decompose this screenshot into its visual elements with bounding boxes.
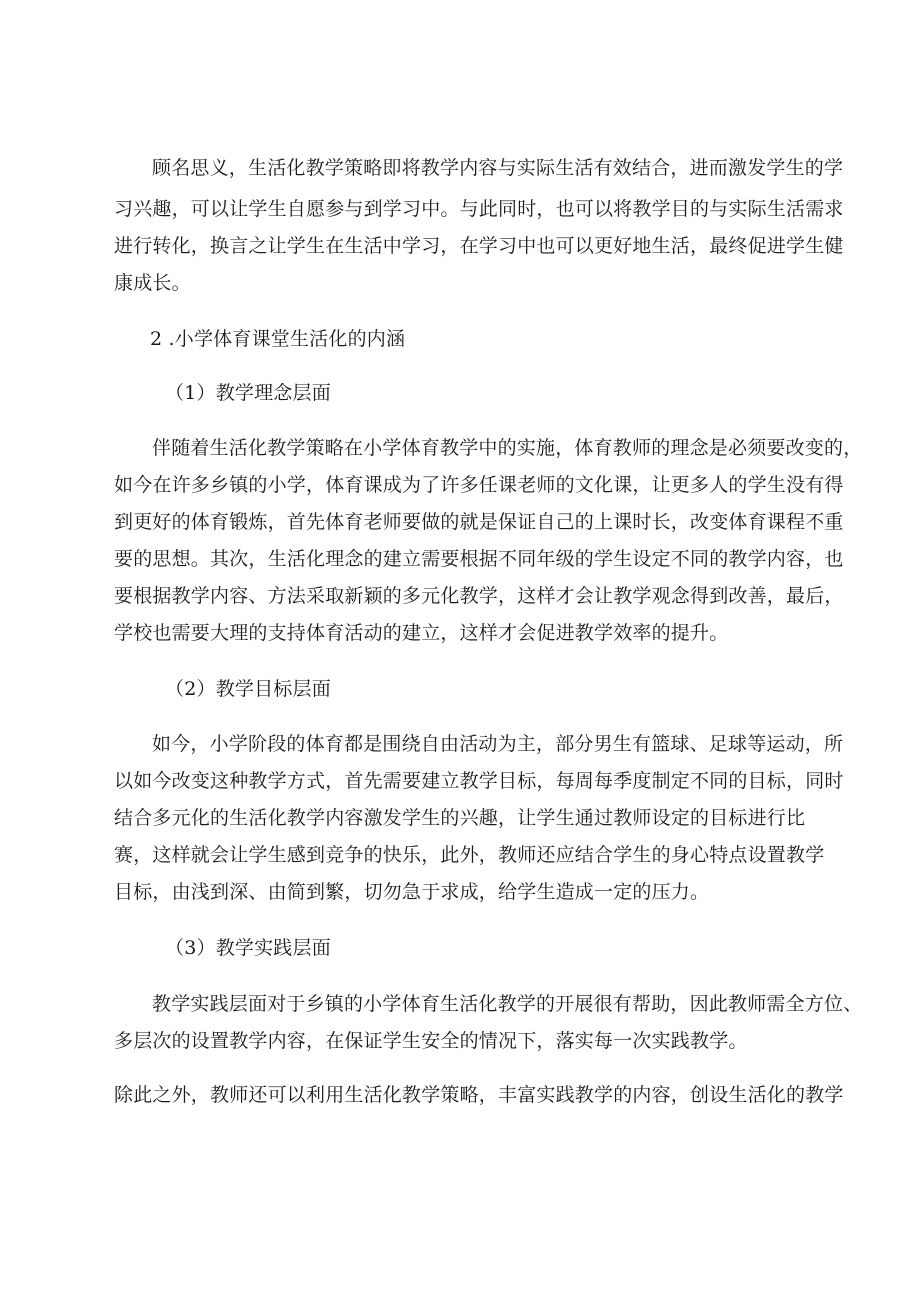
paragraph-line: 伴随着生活化教学策略在小学体育教学中的实施，体育教师的理念是必须要改变的，	[152, 437, 863, 459]
paragraph-line: 要根据教学内容、方法采取新颖的多元化教学，这样才会让教学观念得到改善，最后，	[114, 585, 844, 607]
paragraph-line: 多层次的设置教学内容，在保证学生安全的情况下，落实每一次实践教学。	[114, 1030, 748, 1052]
subsection-heading: （2）教学目标层面	[165, 678, 331, 700]
paragraph-line: 如今在许多乡镇的小学，体育课成为了许多任课老师的文化课，让更多人的学生没有得	[114, 474, 844, 496]
paragraph-line: 习兴趣，可以让学生自愿参与到学习中。与此同时，也可以将教学目的与实际生活需求	[114, 198, 844, 220]
paragraph-line: 如今，小学阶段的体育都是围绕自由活动为主，部分男生有篮球、足球等运动，所	[152, 733, 844, 755]
section-heading: 2 .小学体育课堂生活化的内涵	[150, 328, 406, 350]
paragraph-line: 学校也需要大理的支持体育活动的建立，这样才会促进教学效率的提升。	[114, 622, 729, 644]
paragraph-line: 目标，由浅到深、由简到繁，切勿急于求成，给学生造成一定的压力。	[114, 881, 710, 903]
paragraph-line: 赛，这样就会让学生感到竞争的快乐，此外，教师还应结合学生的身心特点设置教学	[114, 844, 825, 866]
subsection-heading: （1）教学理念层面	[165, 382, 331, 404]
paragraph-line: 顾名思义，生活化教学策略即将教学内容与实际生活有效结合，进而激发学生的学	[152, 157, 844, 179]
subsection-heading: （3）教学实践层面	[165, 937, 331, 959]
paragraph-line: 以如今改变这种教学方式，首先需要建立教学目标，每周每季度制定不同的目标，同时	[114, 770, 844, 792]
paragraph-line: 康成长。	[114, 272, 191, 294]
paragraph-line: 进行转化，换言之让学生在生活中学习，在学习中也可以更好地生活，最终促进学生健	[114, 235, 844, 257]
paragraph-line: 教学实践层面对于乡镇的小学体育生活化教学的开展很有帮助，因此教师需全方位、	[152, 993, 863, 1015]
paragraph-line: 结合多元化的生活化教学内容激发学生的兴趣，让学生通过教师设定的目标进行比	[114, 807, 806, 829]
paragraph-line: 除此之外，教师还可以利用生活化教学策略，丰富实践教学的内容，创设生活化的教学	[114, 1084, 844, 1106]
paragraph-line: 要的思想。其次，生活化理念的建立需要根据不同年级的学生设定不同的教学内容，也	[114, 548, 844, 570]
paragraph-line: 到更好的体育锻炼，首先体育老师要做的就是保证自己的上课时长，改变体育课程不重	[114, 511, 844, 533]
